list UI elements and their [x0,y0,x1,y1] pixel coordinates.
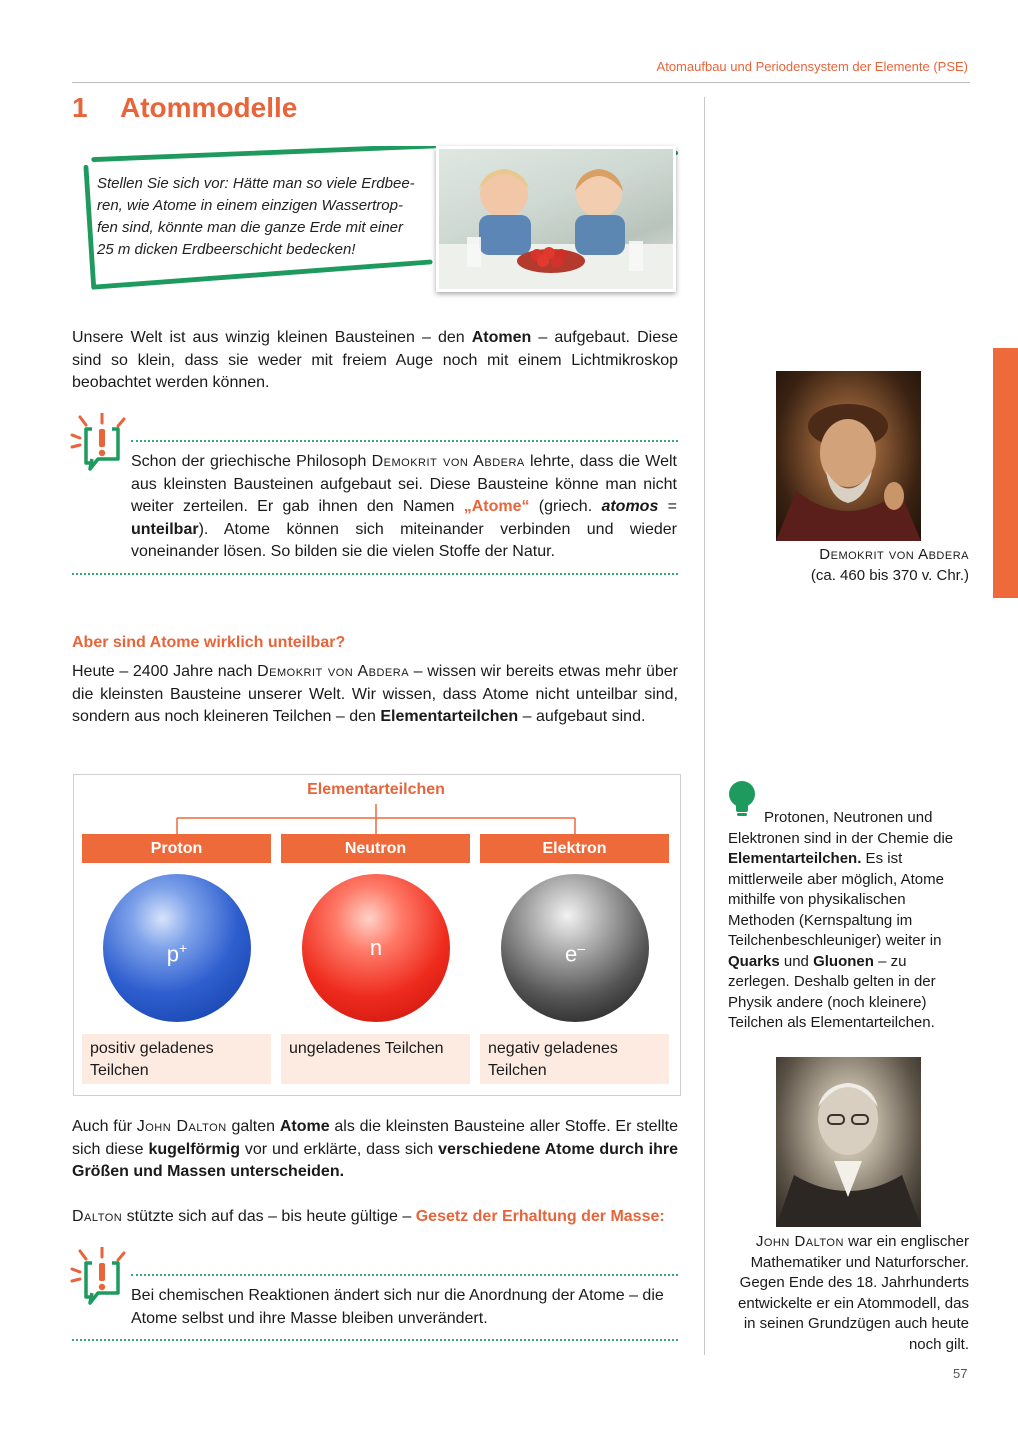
text: lehrte, dass die Welt aus kleinsten Bausteinen aufgebaut sei. Diese Bausteine könne man nicht weiter zerteilen. Er gab ihnen den Namen [131,453,677,515]
chapter-title: Atommodelle [120,92,298,123]
neutron-description: ungeladenes Teilchen [281,1034,470,1084]
term-kugelfoermig: kugelförmig [148,1140,240,1158]
paragraph-elementarteilchen [72,661,678,729]
law-name: Gesetz der Erhaltung der Masse: [415,1208,665,1225]
diagram-connector-lines [73,804,679,836]
demokrit-portrait [776,371,921,541]
intro-line: fen sind, könnte man die ganze Erde mit einer [97,219,404,236]
term-unteilbar: unteilbar [131,520,199,538]
text: als die kleinsten Bausteine aller Stoffe. Er stellte sich diese [72,1118,679,1158]
notice-massenerhaltung: Bei chemischen Reaktionen ändert sich nur die Anordnung der Atome – die Atome selbst und ihre Masse bleiben unverändert. [131,1287,664,1327]
term-atome: Atome [279,1118,330,1135]
paragraph-dalton [72,1116,678,1184]
text: – zu zerlegen. Deshalb gelten in der Physik andere (noch kleinere) Teilchen als Elementarteilchen. [728,952,936,1031]
neutron-sphere [302,874,450,1022]
chapter-number: 1 [72,92,88,123]
proton-sphere [103,874,251,1022]
intro-text [97,173,427,261]
exclamation-notice-icon [68,413,134,473]
proton-description: positiv geladenes Teilchen [82,1034,271,1084]
text: Es ist mittlerweile aber möglich, Atome mithilfe von physikalischen Methoden (Kernspaltung im Teilchenbeschleuniger) weiter in [728,850,944,949]
chapter-heading [72,92,297,124]
electron-symbol: e [564,941,578,967]
neutron-header: Neutron [281,834,470,863]
chapter-side-tab [993,348,1018,598]
caption-name: John Dalton [755,1233,844,1250]
intro-line: Stellen Sie sich vor: Hätte man so viele Erdbee- [97,175,415,192]
term-elementarteilchen: Elementarteilchen [380,708,519,725]
text: = [658,498,677,515]
electron-charge: – [577,940,586,956]
demokrit-caption [740,545,969,586]
caption-dates: (ca. 460 bis 370 v. Chr.) [810,566,969,584]
electron-header: Elektron [480,834,669,863]
page-number: 57 [953,1366,968,1381]
paragraph-atoms [72,327,678,395]
dotted-rule [72,573,678,575]
term-gluonen: Gluonen [813,952,874,970]
notice-demokrit [131,451,677,564]
running-header: Atomaufbau und Periodensystem der Elemente (PSE) [656,59,968,74]
header-divider [72,82,970,83]
dotted-rule [72,1339,678,1341]
text: Protonen, Neutronen und Elektronen sind in der Chemie die [728,809,954,847]
paragraph-gesetz [72,1206,678,1229]
exclamation-notice-icon [68,1247,134,1307]
caption-text: war ein englischer Mathematiker und Naturforscher. Gegen Ende des 18. Jahrhunderts entwickelte er ein Atommodell, das in seinen Grundzügen auch heute noch gilt. [738,1233,969,1353]
text: und [779,952,814,970]
intro-line: 25 m dicken Erdbeerschicht bedecken! [97,241,356,258]
caption-name: Demokrit von Abdera [819,546,969,563]
text: galten [226,1118,280,1135]
name-dalton: Dalton [72,1208,123,1225]
proton-symbol: p [166,941,180,967]
greek-word: atomos [601,498,659,515]
term-quarks: Quarks [728,952,780,970]
text: – aufgebaut sind. [518,708,646,725]
column-divider [704,97,705,1355]
text: (griech. [529,498,602,515]
proton-header: Proton [82,834,271,863]
name-demokrit: Demokrit von Abdera [257,663,410,680]
text: Heute – 2400 Jahre nach [72,663,258,680]
electron-description: negativ geladenes Teilchen [480,1034,669,1084]
text: Schon der griechische Philosoph [131,453,372,470]
dalton-caption [728,1232,969,1355]
text: vor und erklärte, dass sich [240,1140,439,1158]
children-strawberries-photo [436,146,676,292]
diagram-title: Elementarteilchen [307,781,445,798]
dalton-portrait [776,1057,921,1227]
text: – wissen wir bereits etwas mehr über die kleinsten Bausteine unserer Welt. Wir wissen, dass Atome nicht unteilbar sind, sondern aus noch kleineren Teilchen – den [72,663,679,725]
proton-charge: + [179,940,188,956]
subheading: Aber sind Atome wirklich unteilbar? [72,634,346,651]
text: Unsere Welt ist aus winzig kleinen Bausteinen – den [72,329,472,346]
intro-line: ren, wie Atome in einem einzigen Wassertrop- [97,197,403,214]
neutron-symbol: n [369,935,383,960]
term-elementarteilchen: Elementarteilchen. [728,850,862,867]
term-unterschiede: verschiedene Atome durch ihre Größen und Massen unterscheiden. [72,1140,679,1180]
name-demokrit: Demokrit von Abdera [371,453,525,470]
electron-sphere [501,874,649,1022]
term-atome: Atomen [471,329,532,346]
dotted-rule [131,440,678,442]
text: ). Atome können sich miteinander verbinden und wieder voneinander lösen. So bilden sie die vielen Stoffe der Natur. [131,520,677,560]
text: stützte sich auf das – bis heute gültige – [122,1208,416,1225]
text: Auch für [72,1118,137,1135]
name-dalton: John Dalton [136,1118,227,1135]
text: – aufgebaut. Diese sind so klein, dass sie weder mit freiem Auge noch mit einem Lichtmikroskop beobachtet werden können. [72,329,679,391]
sidebar-tip [728,808,968,1034]
term-atome: „Atome“ [463,498,530,515]
dotted-rule [131,1274,678,1276]
